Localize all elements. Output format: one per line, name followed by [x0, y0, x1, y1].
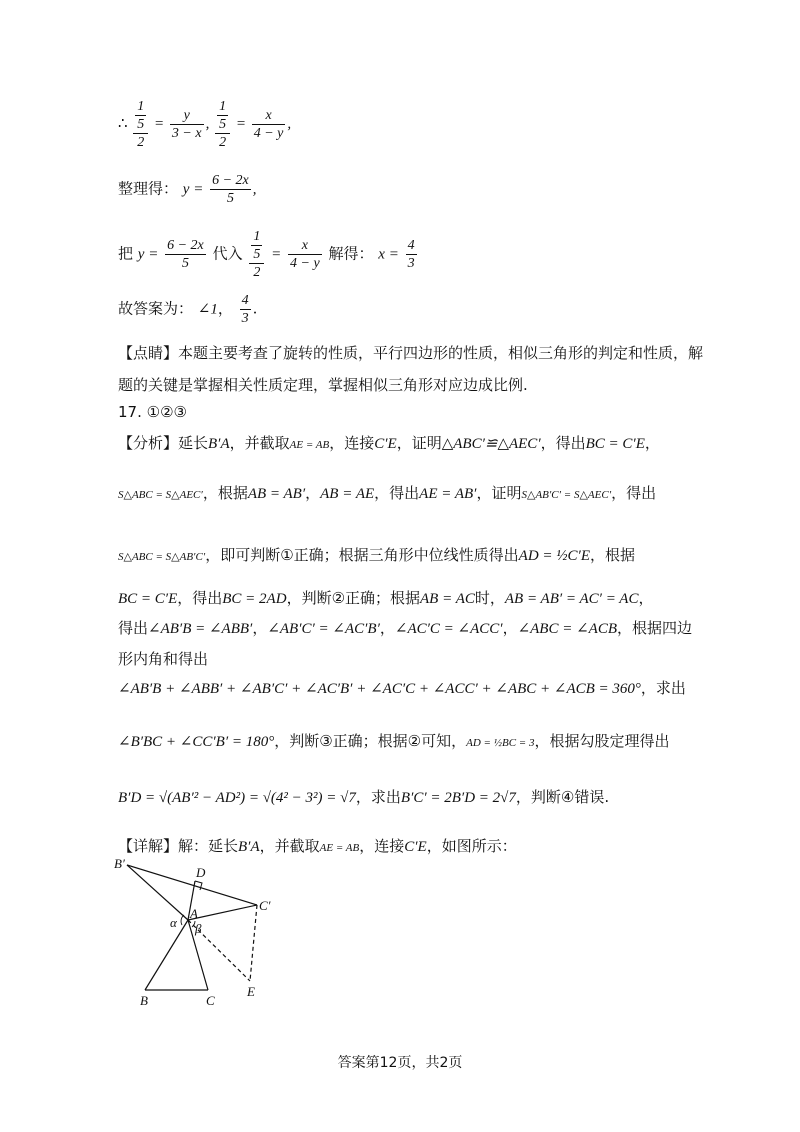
analysis-line-5: 得出∠AB′B = ∠ABB′，∠AB′C′ = ∠AC′B′，∠AC′C = ∠ACC′，∠ABC = ∠ACB，根据四边	[118, 619, 693, 637]
detail-line-1: 【详解】解：延长B′A，并截取AE = AB，连接C′E，如图所示：	[118, 837, 517, 855]
analysis-line-4: BC = C′E，得出BC = 2AD，判断②正确；根据AB = AC时，AB = AB′ = AC′ = AC，	[118, 589, 654, 607]
label-alpha: α	[170, 915, 177, 930]
label-b: B	[140, 993, 148, 1008]
equation-line-1: ∴ $\frac{\frac{1}{5}}{2}$ = $\frac{y}{3 - x}$ , $\frac{\frac{1}{5}}{2}$ = $\frac{x}{4 - y}$ ,	[118, 99, 292, 150]
equation-line-3: 把 y = $\frac{6 - 2x}{5}$ 代入 $\frac{\frac{1}{5}}{2}$ = $\frac{x}{4 - y}$ 解得： x = $\frac{4}{3}$	[118, 229, 415, 280]
analysis-line-6: 形内角和得出	[118, 650, 209, 668]
analysis-line-7: ∠AB′B + ∠ABB′ + ∠AB′C′ + ∠AC′B′ + ∠AC′C + ∠ACC′ + ∠ABC + ∠ACB = 360°，求出	[118, 679, 686, 697]
label-a: A	[190, 906, 198, 921]
label-beta: β	[195, 921, 202, 936]
page-footer: 答案第12页，共2页	[337, 1055, 463, 1071]
analysis-line-3: S△ABC = S△AB′C′，即可判断①正确；根据三角形中位线性质得出AD = ½C′E，根据	[118, 546, 636, 564]
analysis-line-2: S△ABC = S△AEC′，根据AB = AB′，AB = AE，得出AE = AB′，证明S△AB′C′ = S△AEC′，得出	[118, 484, 657, 502]
analysis-line-8: ∠B′BC + ∠CC′B′ = 180°，判断③正确；根据②可知，AD = ½BC = 3，根据勾股定理得出	[118, 732, 670, 750]
analysis-line-1: 【分析】延长B′A，并截取AE = AB，连接C′E，证明△ABC′≌△AEC′，得出BC = C′E，	[118, 434, 660, 452]
analysis-line-9: B′D = √(AB′² − AD²) = √(4² − 3²) = √7，求出B′C′ = 2B′D = 2√7，判断④错误.	[118, 788, 610, 806]
question-number: 17. ①②③	[118, 403, 187, 421]
geometry-figure	[110, 855, 290, 1010]
dianjing-line-2: 题的关键是掌握相关性质定理，掌握相似三角形对应边成比例.	[118, 376, 528, 394]
segment-a-c-prime	[188, 905, 257, 920]
label-b-prime: B′	[114, 856, 125, 871]
segment-a-b	[145, 920, 188, 990]
segment-b-prime-a	[127, 865, 188, 920]
equation-line-2: 整理得： y = $\frac{6 - 2x}{5}$ ,	[118, 173, 257, 206]
answer-line: 故答案为： ∠1， $\frac{4}{3}$ .	[118, 293, 258, 326]
right-angle-mark	[195, 881, 202, 890]
label-c: C	[206, 993, 215, 1008]
label-c-prime: C′	[259, 898, 271, 913]
fraction: $\frac{\frac{1}{5}}{2}$	[133, 98, 148, 151]
segment-c-prime-e-dashed	[250, 905, 257, 981]
dianjing-line-1: 【点睛】本题主要考查了旋转的性质，平行四边形的性质，相似三角形的判定和性质，解	[118, 344, 704, 362]
label-d: D	[196, 865, 206, 880]
label-e: E	[247, 984, 255, 999]
